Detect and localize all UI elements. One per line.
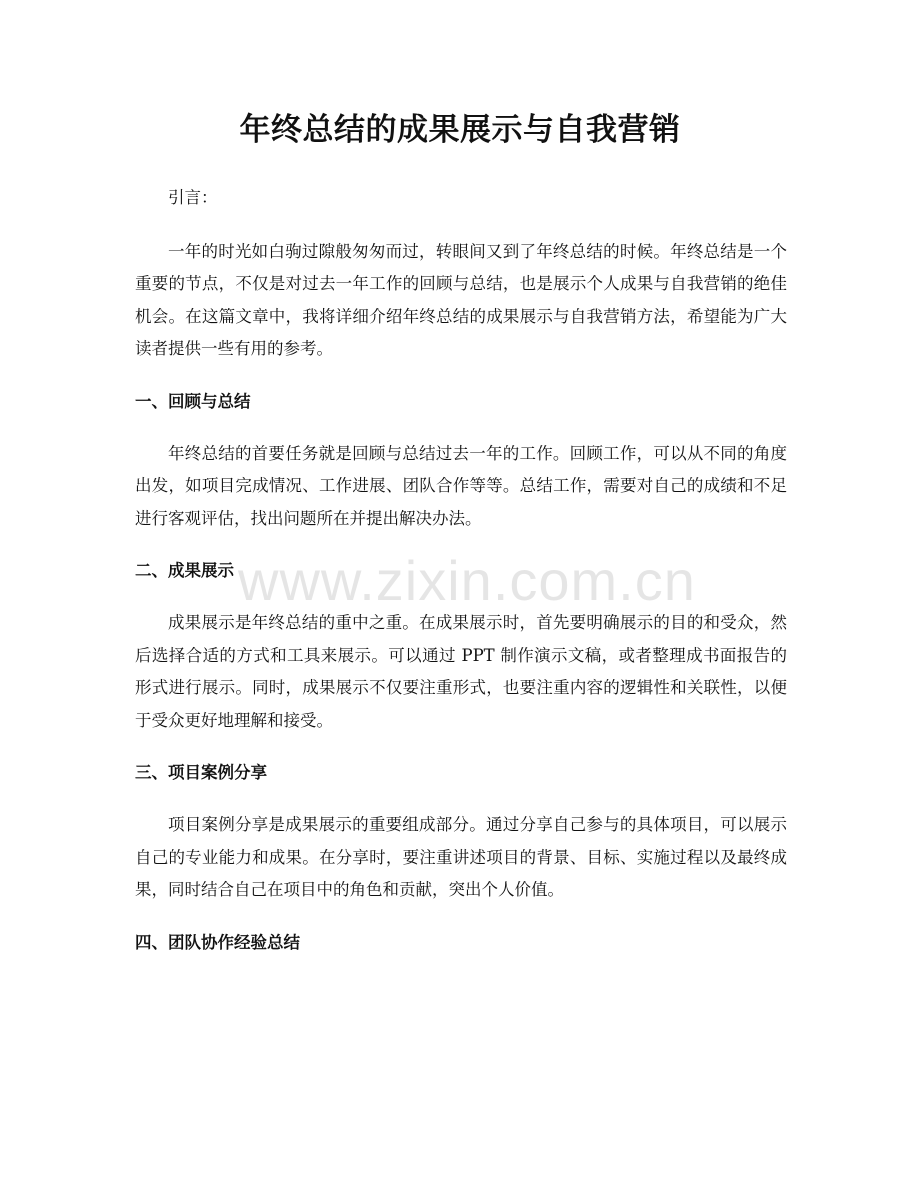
watermark: www.zixin.com.cn	[238, 549, 696, 612]
spacer	[135, 907, 787, 927]
section-paragraph-results: 成果展示是年终总结的重中之重。在成果展示时，首先要明确展示的目的和受众，然后选择合适的方式和工具来展示。可以通过 PPT 制作演示文稿，或者整理成书面报告的形式进行展示。同时，成果展示不仅要注重形式，也要注重内容的逻辑性和关联性，以便于受众更好地理解和接受。	[135, 613, 787, 730]
spacer	[135, 418, 787, 438]
spacer	[135, 535, 787, 555]
section-paragraph-review: 年终总结的首要任务就是回顾与总结过去一年的工作。回顾工作，可以从不同的角度出发，如项目完成情况、工作进展、团队合作等等。总结工作，需要对自己的成绩和不足进行客观评估，找出问题所在并提出解决办法。	[135, 443, 787, 528]
document-title: 年终总结的成果展示与自我营销	[239, 112, 681, 148]
spacer	[135, 587, 787, 607]
document-body	[135, 182, 787, 959]
intro-paragraph: 一年的时光如白驹过隙般匆匆而过，转眼间又到了年终总结的时候。年终总结是一个重要的节点，不仅是对过去一年工作的回顾与总结，也是展示个人成果与自我营销的绝佳机会。在这篇文章中，我将详细介绍年终总结的成果展示与自我营销方法，希望能为广大读者提供一些有用的参考。	[135, 241, 787, 358]
spacer	[135, 789, 787, 809]
intro-label: 引言：	[168, 188, 218, 207]
section-heading-cases: 三、项目案例分享	[135, 763, 267, 782]
section-heading-teamwork: 四、团队协作经验总结	[135, 932, 300, 952]
section-paragraph-cases: 项目案例分享是成果展示的重要组成部分。通过分享自己参与的具体项目，可以展示自己的专业能力和成果。在分享时，要注重讲述项目的背景、目标、实施过程以及最终成果，同时结合自己在项目中的角色和贡献，突出个人价值。	[135, 815, 787, 899]
spacer	[135, 366, 787, 386]
spacer	[135, 215, 787, 236]
section-heading-results: 二、成果展示	[135, 561, 234, 580]
spacer	[135, 737, 787, 757]
section-heading-review: 一、回顾与总结	[135, 391, 251, 411]
